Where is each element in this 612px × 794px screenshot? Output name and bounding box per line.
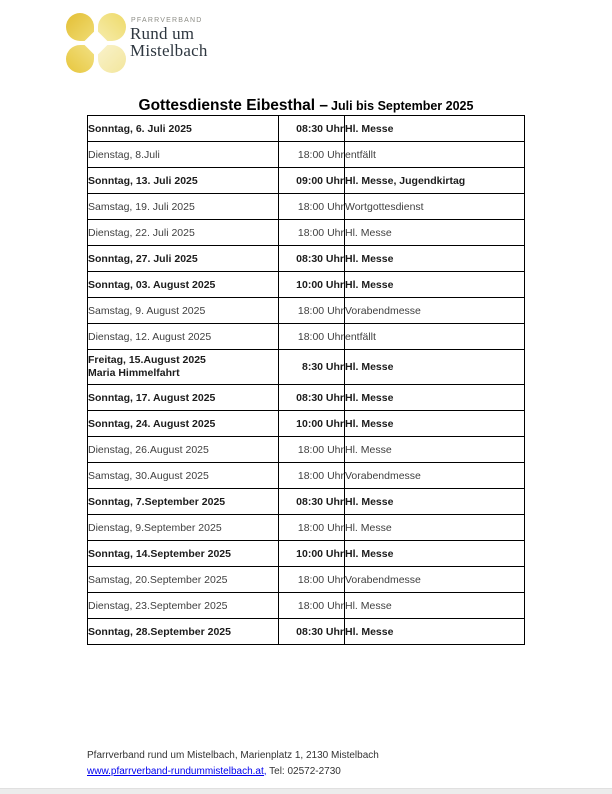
page-bottom-edge — [0, 788, 612, 794]
pfarrverband-flower-icon — [66, 13, 126, 73]
time-cell: 08:30 Uhr — [279, 246, 345, 272]
table-row — [88, 324, 525, 350]
time-cell: 18:00 Uhr — [279, 515, 345, 541]
table-row — [88, 220, 525, 246]
table-row — [88, 437, 525, 463]
date-cell: Sonntag, 03. August 2025 — [88, 272, 279, 298]
time-cell: 10:00 Uhr — [279, 411, 345, 437]
date-cell: Dienstag, 26.August 2025 — [88, 437, 279, 463]
table-row — [88, 350, 525, 385]
logo-text — [130, 13, 208, 73]
time-cell: 18:00 Uhr — [279, 220, 345, 246]
time-cell: 18:00 Uhr — [279, 298, 345, 324]
date-cell: Sonntag, 13. Juli 2025 — [88, 168, 279, 194]
service-cell: Vorabendmesse — [345, 567, 525, 593]
time-cell: 08:30 Uhr — [279, 619, 345, 645]
page-title — [0, 81, 612, 118]
time-cell: 8:30 Uhr — [279, 350, 345, 385]
service-cell: Wortgottesdienst — [345, 194, 525, 220]
time-cell: 09:00 Uhr — [279, 168, 345, 194]
table-row — [88, 142, 525, 168]
schedule-table — [87, 115, 525, 645]
date-cell: Samstag, 20.September 2025 — [88, 567, 279, 593]
logo-kicker: PFARRVERBAND — [131, 17, 203, 24]
date-cell: Sonntag, 28.September 2025 — [88, 619, 279, 645]
time-cell: 10:00 Uhr — [279, 541, 345, 567]
date-cell: Sonntag, 17. August 2025 — [88, 385, 279, 411]
service-cell: Hl. Messe, Jugendkirtag — [345, 168, 525, 194]
time-cell: 18:00 Uhr — [279, 324, 345, 350]
date-cell: Sonntag, 6. Juli 2025 — [88, 116, 279, 142]
service-cell: Hl. Messe — [345, 411, 525, 437]
page-title-main: Gottesdienste Eibesthal – — [138, 97, 329, 114]
footer-website-link[interactable]: www.pfarrverband-rundummistelbach.at, — [87, 765, 267, 777]
date-cell: Sonntag, 24. August 2025 — [88, 411, 279, 437]
time-cell: 18:00 Uhr — [279, 437, 345, 463]
table-row — [88, 168, 525, 194]
date-cell: Dienstag, 23.September 2025 — [88, 593, 279, 619]
table-row — [88, 298, 525, 324]
time-cell: 18:00 Uhr — [279, 142, 345, 168]
time-cell: 08:30 Uhr — [279, 489, 345, 515]
service-cell: Hl. Messe — [345, 515, 525, 541]
table-row — [88, 541, 525, 567]
date-cell: Freitag, 15.August 2025 Maria Himmelfahrt — [88, 350, 279, 385]
table-row — [88, 272, 525, 298]
logo-name-line1: Rund um — [130, 24, 195, 43]
footer-telephone: Tel: 02572-2730 — [266, 765, 341, 777]
date-cell: Dienstag, 22. Juli 2025 — [88, 220, 279, 246]
schedule-table-body — [88, 116, 525, 645]
service-cell: Vorabendmesse — [345, 463, 525, 489]
page-title-sub: Juli bis September 2025 — [331, 99, 474, 113]
service-cell: Hl. Messe — [345, 116, 525, 142]
date-cell: Samstag, 9. August 2025 — [88, 298, 279, 324]
time-cell: 18:00 Uhr — [279, 194, 345, 220]
date-cell: Sonntag, 14.September 2025 — [88, 541, 279, 567]
time-cell: 08:30 Uhr — [279, 116, 345, 142]
date-cell: Sonntag, 7.September 2025 — [88, 489, 279, 515]
service-cell: entfällt — [345, 324, 525, 350]
service-cell: Hl. Messe — [345, 350, 525, 385]
table-row — [88, 385, 525, 411]
service-cell: Hl. Messe — [345, 619, 525, 645]
table-row — [88, 463, 525, 489]
logo — [66, 13, 208, 73]
service-cell: Vorabendmesse — [345, 298, 525, 324]
footer — [87, 748, 379, 779]
time-cell: 18:00 Uhr — [279, 593, 345, 619]
table-row — [88, 116, 525, 142]
table-row — [88, 619, 525, 645]
table-row — [88, 489, 525, 515]
service-cell: Hl. Messe — [345, 541, 525, 567]
date-cell: Sonntag, 27. Juli 2025 — [88, 246, 279, 272]
date-cell: Samstag, 19. Juli 2025 — [88, 194, 279, 220]
time-cell: 10:00 Uhr — [279, 272, 345, 298]
table-row — [88, 246, 525, 272]
service-cell: Hl. Messe — [345, 246, 525, 272]
time-cell: 18:00 Uhr — [279, 463, 345, 489]
service-cell: Hl. Messe — [345, 489, 525, 515]
service-cell: Hl. Messe — [345, 385, 525, 411]
logo-name-line2: Mistelbach — [130, 40, 208, 60]
date-cell: Dienstag, 12. August 2025 — [88, 324, 279, 350]
time-cell: 08:30 Uhr — [279, 385, 345, 411]
footer-contact-line — [87, 764, 379, 780]
table-row — [88, 411, 525, 437]
date-cell: Dienstag, 9.September 2025 — [88, 515, 279, 541]
service-cell: Hl. Messe — [345, 220, 525, 246]
date-cell: Dienstag, 8.Juli — [88, 142, 279, 168]
service-cell: Hl. Messe — [345, 437, 525, 463]
table-row — [88, 593, 525, 619]
service-cell: Hl. Messe — [345, 272, 525, 298]
table-row — [88, 515, 525, 541]
time-cell: 18:00 Uhr — [279, 567, 345, 593]
table-row — [88, 194, 525, 220]
table-row — [88, 567, 525, 593]
footer-address: Pfarrverband rund um Mistelbach, Marienplatz 1, 2130 Mistelbach — [87, 750, 379, 761]
service-cell: entfällt — [345, 142, 525, 168]
service-cell: Hl. Messe — [345, 593, 525, 619]
date-cell: Samstag, 30.August 2025 — [88, 463, 279, 489]
